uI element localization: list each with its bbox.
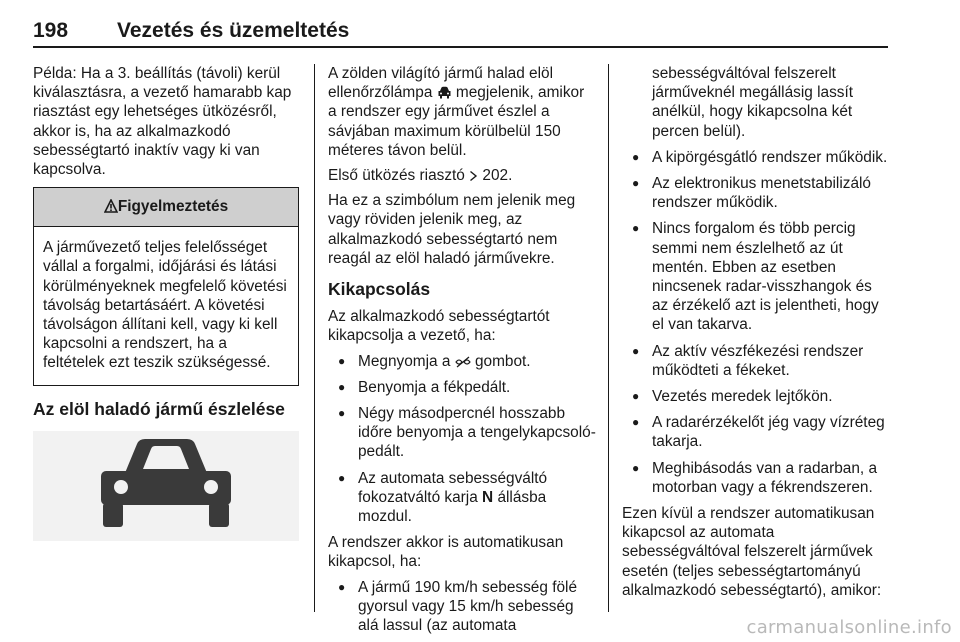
paragraph: Ha ez a szimbólum nem jelenik meg vagy röviden jelenik meg, az alkalmazkodó sebességtartó nem reagál az elöl haladó járművekre. <box>328 192 576 267</box>
list-item: ● Az aktív vészfékezési rendszer működteti a fékeket. <box>622 342 890 380</box>
intro-paragraph: Példa: Ha a 3. beállítás (távoli) kerül kiválasztásra, a vezető hamarabb kap riasztást egy lehetséges ütközésről, akkor is, ha az alkalmazkodó sebességtartó inaktív vagy ki van kapcsolva. <box>33 65 292 179</box>
column-1 <box>33 64 299 541</box>
warning-box <box>33 187 299 385</box>
list-item: ● Nincs forgalom és több percig semmi nem észlelhető az út mentén. Ebben az esetben nincsenek radar-visszhangok és az érzékelő azt is jelentheti, hogy el van takarva. <box>622 219 890 334</box>
bullet-list <box>328 578 596 636</box>
warning-title: Figyelmeztetés <box>117 198 229 216</box>
list-item: ● A radarérzékelőt jég vagy vízréteg takarja. <box>622 413 890 451</box>
cancel-button-icon <box>455 356 471 368</box>
warning-body: A járművezető teljes felelősséget vállal a forgalmi, időjárási és látási körülményeknek megfelelő követési távolság betartásáért. A követési távolságon állítani kell, vagy ki kell kapcsolni a rendszert, ha a feltételek ezt teszik szükségessé. <box>43 239 287 372</box>
vehicle-ahead-icon <box>437 86 452 99</box>
list-item: ● A kipörgésgátló rendszer működik. <box>622 148 890 167</box>
bullet-list <box>622 148 890 497</box>
car-front-icon <box>33 431 299 541</box>
page-reference-icon <box>469 170 478 182</box>
column-3 <box>622 64 890 606</box>
page-title: Vezetés és üzemeltetés <box>117 19 350 42</box>
section-heading: Kikapcsolás <box>328 279 431 300</box>
paragraph: Ezen kívül a rendszer automatikusan kikapcsol az automata sebességváltóval felszerelt járművek esetén (teljes sebességtartományú alkalmazkodó sebességtartó), amikor: <box>622 505 882 599</box>
paragraph: A rendszer akkor is automatikusan kikapcsol, ha: <box>328 534 564 571</box>
watermark: carmanualsonline.info <box>746 617 952 638</box>
page-reference-link[interactable]: 202 <box>482 167 509 185</box>
list-item: ● Benyomja a fékpedált. <box>328 378 596 397</box>
list-item-continuation: sebességváltóval felszerelt járműveknél megállásig lassít anélkül, hogy kikapcsolna két percen belül). <box>652 65 854 140</box>
paragraph: Első ütközés riasztó 202. <box>328 167 513 185</box>
page-number: 198 <box>33 19 69 42</box>
list-item: ● Négy másodpercnél hosszabb időre benyomja a tengelykapcsoló-pedált. <box>328 404 596 462</box>
list-item: ● Az elektronikus menetstabilizáló rendszer működik. <box>622 174 890 212</box>
list-item: ● A jármű 190 km/h sebesség fölé gyorsul vagy 15 km/h sebesség alá lassul (az automata <box>328 578 596 636</box>
paragraph: Az alkalmazkodó sebességtartót kikapcsolja a vezető, ha: <box>328 308 550 345</box>
list-item: ● Vezetés meredek lejtőkön. <box>622 387 890 406</box>
bullet-list <box>328 352 596 527</box>
column-2 <box>328 64 596 642</box>
paragraph: A zölden világító jármű halad elöl ellenőrzőlámpa megjelenik, amikor a rendszer egy járművet észlel a sávjában maximum körülbelül 150 méteres távon belül. <box>328 65 585 159</box>
column-divider <box>608 64 609 612</box>
list-item: ● Megnyomja a gombot. <box>328 352 596 371</box>
page-header <box>33 10 888 48</box>
section-heading: Az elöl haladó jármű észlelése <box>33 398 285 419</box>
warning-header <box>34 188 298 227</box>
warning-triangle-icon <box>104 199 118 213</box>
list-item: ● Az automata sebességváltó fokozatváltó karja N állásba mozdul. <box>328 469 596 527</box>
vehicle-ahead-indicator-image <box>33 431 299 541</box>
column-divider <box>314 64 315 612</box>
list-item: ● Meghibásodás van a radarban, a motorban vagy a fékrendszeren. <box>622 459 890 497</box>
